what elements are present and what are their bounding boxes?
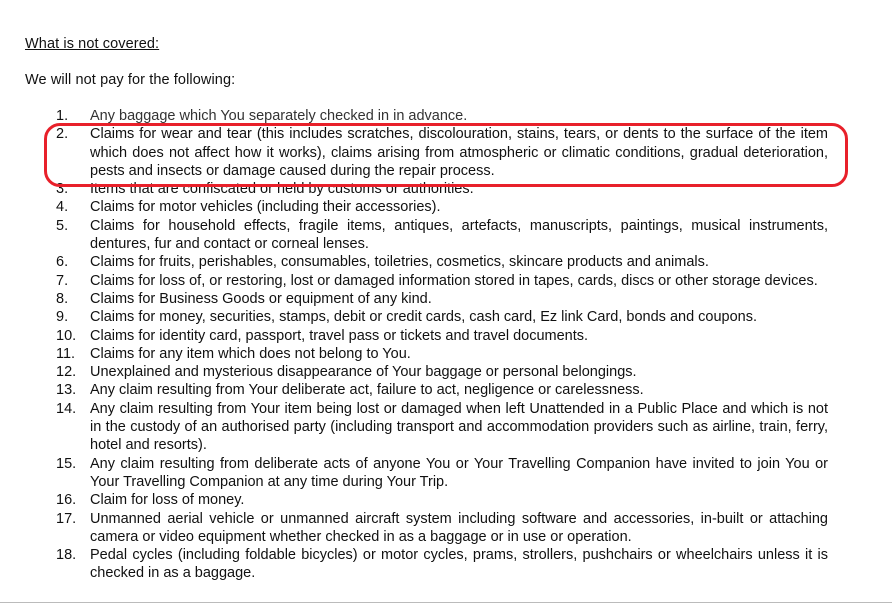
- section-heading: What is not covered:: [25, 36, 160, 52]
- item-number: 6.: [56, 254, 69, 271]
- item-number: 3.: [56, 181, 69, 198]
- item-number: 15.: [56, 455, 77, 472]
- list-item: [0, 491, 892, 509]
- list-item: [0, 327, 892, 345]
- list-item: [0, 107, 892, 125]
- list-item: [0, 253, 892, 271]
- item-text: Pedal cycles (including foldable bicycles) or motor cycles, prams, strollers, pushchairs or wheelchairs unless it is checked in as a baggage.: [90, 547, 828, 582]
- list-item: [0, 217, 892, 254]
- item-number: 2.: [56, 126, 69, 143]
- list-item: [0, 363, 892, 381]
- item-text: Any claim resulting from Your deliberate act, failure to act, negligence or carelessness.: [90, 382, 644, 399]
- item-number: 5.: [56, 217, 69, 234]
- item-number: 9.: [56, 309, 69, 326]
- list-item: [0, 400, 892, 455]
- list-item: [0, 381, 892, 399]
- item-number: 17.: [56, 510, 77, 527]
- item-text: Claims for fruits, perishables, consumables, toiletries, cosmetics, skincare products and animals.: [90, 254, 709, 271]
- item-number: 4.: [56, 199, 69, 216]
- item-number: 16.: [56, 492, 77, 509]
- item-text: Items that are confiscated or held by customs or authorities.: [90, 181, 474, 198]
- item-text: Claims for wear and tear (this includes scratches, discolouration, stains, tears, or dents to the surface of the item which does not affect how it works), claims arising from atmospheric or climatic conditions, gradual deterioration, pests and insects or damage caused during the repair process.: [90, 126, 828, 179]
- list-item: [0, 308, 892, 326]
- item-text: Any claim resulting from Your item being lost or damaged when left Unattended in a Public Place and which is not in the custody of an authorised party (including transport and accommodation providers such as airline, train, ferry, hotel and resorts).: [90, 400, 828, 454]
- list-item: [0, 180, 892, 198]
- item-number: 10.: [56, 327, 77, 344]
- item-number: 12.: [56, 364, 77, 381]
- list-item: [0, 125, 892, 180]
- item-text: Claims for any item which does not belong to You.: [90, 345, 411, 362]
- item-number: 8.: [56, 290, 69, 307]
- item-text: Claims for identity card, passport, travel pass or tickets and travel documents.: [90, 327, 589, 344]
- item-text: Claim for loss of money.: [90, 492, 245, 509]
- list-item: [0, 290, 892, 308]
- list-item: [0, 546, 892, 583]
- item-number: 18.: [56, 547, 77, 564]
- item-text: Unmanned aerial vehicle or unmanned aircraft system including software and accessories, in-built or attaching camera or video equipment whether checked in as a baggage or in use or operation.: [90, 510, 828, 545]
- list-item: [0, 198, 892, 216]
- item-text: Claims for household effects, fragile items, antiques, artefacts, manuscripts, paintings, musical instruments, dentures, fur and contact or corneal lenses.: [90, 217, 828, 253]
- item-text: Claims for motor vehicles (including their accessories).: [90, 199, 441, 216]
- item-number: 14.: [56, 400, 77, 417]
- list-item: [0, 510, 892, 547]
- exclusions-list: [0, 107, 892, 583]
- item-text: Claims for loss of, or restoring, lost or damaged information stored in tapes, cards, discs or other storage devices.: [90, 272, 818, 289]
- item-text: Claims for Business Goods or equipment of any kind.: [90, 290, 432, 307]
- list-item: [0, 345, 892, 363]
- intro-text: We will not pay for the following:: [25, 72, 236, 88]
- item-number: 7.: [56, 272, 69, 289]
- item-number: 13.: [56, 382, 77, 399]
- item-text: Any claim resulting from deliberate acts of anyone You or Your Travelling Companion have invited to join You or Your Travelling Companion at any time during Your Trip.: [90, 455, 828, 490]
- item-text: Unexplained and mysterious disappearance of Your baggage or personal belongings.: [90, 364, 637, 381]
- list-item: [0, 455, 892, 492]
- list-item: [0, 272, 892, 290]
- item-number: 11.: [56, 345, 76, 362]
- item-text: Claims for money, securities, stamps, debit or credit cards, cash card, Ez link Card, bonds and coupons.: [90, 309, 758, 326]
- page-edge-divider: [0, 602, 892, 603]
- item-text: Any baggage which You separately checked in in advance.: [90, 108, 468, 124]
- item-number: 1.: [56, 108, 69, 124]
